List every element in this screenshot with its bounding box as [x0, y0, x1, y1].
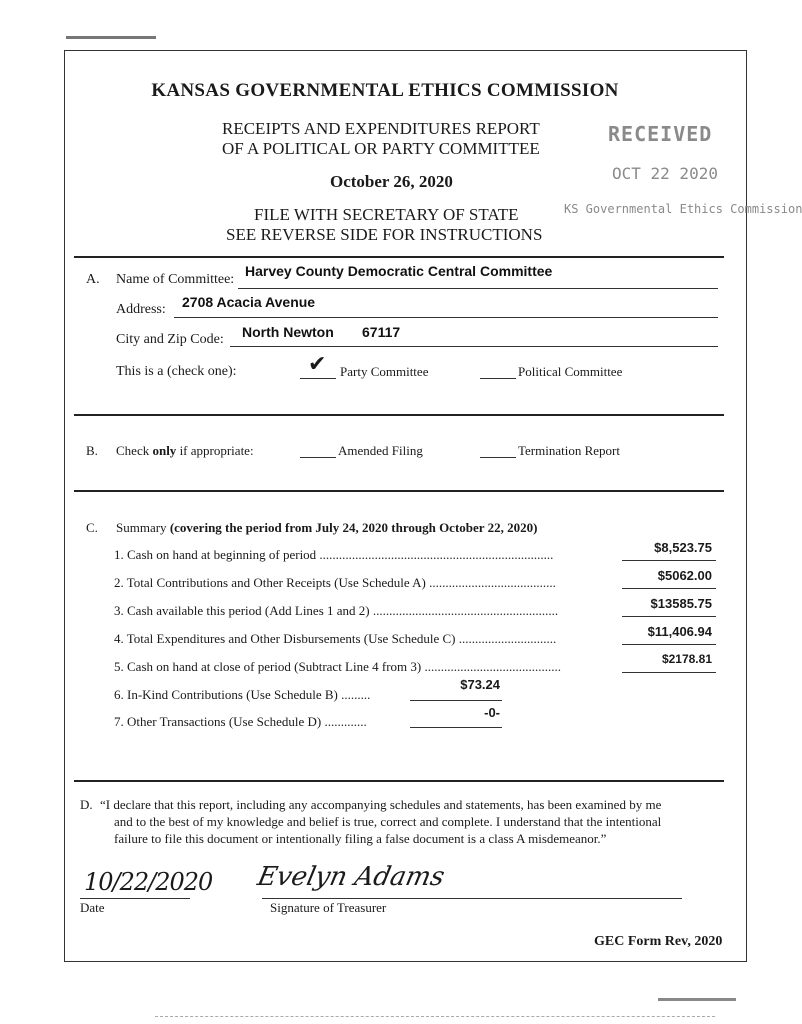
section-b-label: Check only if appropriate: [116, 443, 254, 458]
received-stamp-date: OCT 22 2020 [612, 164, 718, 183]
report-title-line1: RECEIPTS AND EXPENDITURES REPORT [222, 119, 540, 138]
declaration-line-1: “I declare that this report, including any accompanying schedules and statements, has been examined by me [100, 797, 662, 812]
divider-d [74, 780, 724, 782]
summary-line-3-value: $13585.75 [650, 596, 712, 611]
divider-a [74, 256, 724, 258]
zip-value: 67117 [362, 324, 401, 340]
termination-report-label: Termination Report [518, 443, 620, 458]
signature-date-value: 10/22/2020 [84, 868, 213, 896]
treasurer-signature: Evelyn Adams [254, 862, 448, 892]
political-committee-checkbox[interactable] [480, 378, 516, 379]
section-c-letter: C. [86, 520, 98, 535]
divider-b [74, 414, 724, 416]
received-stamp: RECEIVED [608, 122, 713, 146]
political-committee-label: Political Committee [518, 364, 623, 379]
summary-line-7-label: 7. Other Transactions (Use Schedule D) ............. [114, 714, 367, 729]
section-d-letter: D. [80, 797, 93, 812]
summary-line-2-label: 2. Total Contributions and Other Receipts (Use Schedule A) ....................................... [114, 575, 556, 590]
file-with-instruction: FILE WITH SECRETARY OF STATE [254, 205, 519, 224]
city-value: North Newton [242, 324, 334, 340]
address-label: Address: [116, 302, 166, 317]
section-b-letter: B. [86, 443, 98, 458]
summary-line-7-value: -0- [484, 705, 500, 720]
committee-name-label: Name of Committee: [116, 272, 235, 287]
summary-line-5-value: $2178.81 [661, 652, 712, 666]
city-zip-label: City and Zip Code: [116, 332, 224, 347]
summary-line-4-value: $11,406.94 [647, 624, 712, 639]
committee-name-value: Harvey County Democratic Central Committee [245, 263, 553, 279]
summary-line-1-value: $8,523.75 [654, 540, 712, 555]
scan-mark-bottom [658, 998, 736, 1001]
summary-line-4-label: 4. Total Expenditures and Other Disbursements (Use Schedule C) .............................. [114, 631, 557, 646]
amended-filing-label: Amended Filing [338, 443, 423, 458]
scan-line-bottom [155, 1016, 715, 1017]
declaration-line-3: failure to file this document or intentionally filing a false document is a class A misdemeanor.” [114, 831, 607, 846]
agency-title: KANSAS GOVERNMENTAL ETHICS COMMISSION [151, 80, 619, 101]
summary-line-6-value: $73.24 [460, 677, 500, 692]
scan-mark-top [66, 36, 156, 39]
check-mark-icon: ✔ [308, 352, 327, 377]
see-reverse-instruction: SEE REVERSE SIDE FOR INSTRUCTIONS [226, 225, 543, 244]
summary-line-5-label: 5. Cash on hand at close of period (Subtract Line 4 from 3) .......................................... [114, 659, 561, 674]
address-value: 2708 Acacia Avenue [182, 294, 316, 310]
received-stamp-agency: KS Governmental Ethics Commission [564, 202, 802, 216]
report-date: October 26, 2020 [330, 172, 453, 191]
summary-line-6-label: 6. In-Kind Contributions (Use Schedule B) ......... [114, 687, 371, 702]
summary-line-1-label: 1. Cash on hand at beginning of period ........................................................................ [114, 547, 554, 562]
committee-type-label: This is a (check one): [116, 364, 237, 379]
party-committee-checkbox[interactable] [300, 378, 336, 379]
summary-line-2-value: $5062.00 [657, 568, 712, 583]
section-a-letter: A. [86, 272, 100, 287]
summary-line-3-label: 3. Cash available this period (Add Lines 1 and 2) ......................................................... [114, 603, 559, 618]
divider-c [74, 490, 724, 492]
summary-heading: Summary (covering the period from July 24, 2020 through October 22, 2020) [116, 520, 538, 535]
party-committee-label: Party Committee [340, 364, 429, 379]
signature-label: Signature of Treasurer [270, 900, 387, 915]
termination-report-checkbox[interactable] [480, 457, 516, 458]
report-title-line2: OF A POLITICAL OR PARTY COMMITTEE [222, 139, 540, 158]
form-revision: GEC Form Rev, 2020 [594, 934, 723, 949]
date-label: Date [80, 900, 105, 915]
declaration-line-2: and to the best of my knowledge and belief is true, correct and complete. I understand that the intentional [114, 814, 662, 829]
amended-filing-checkbox[interactable] [300, 457, 336, 458]
